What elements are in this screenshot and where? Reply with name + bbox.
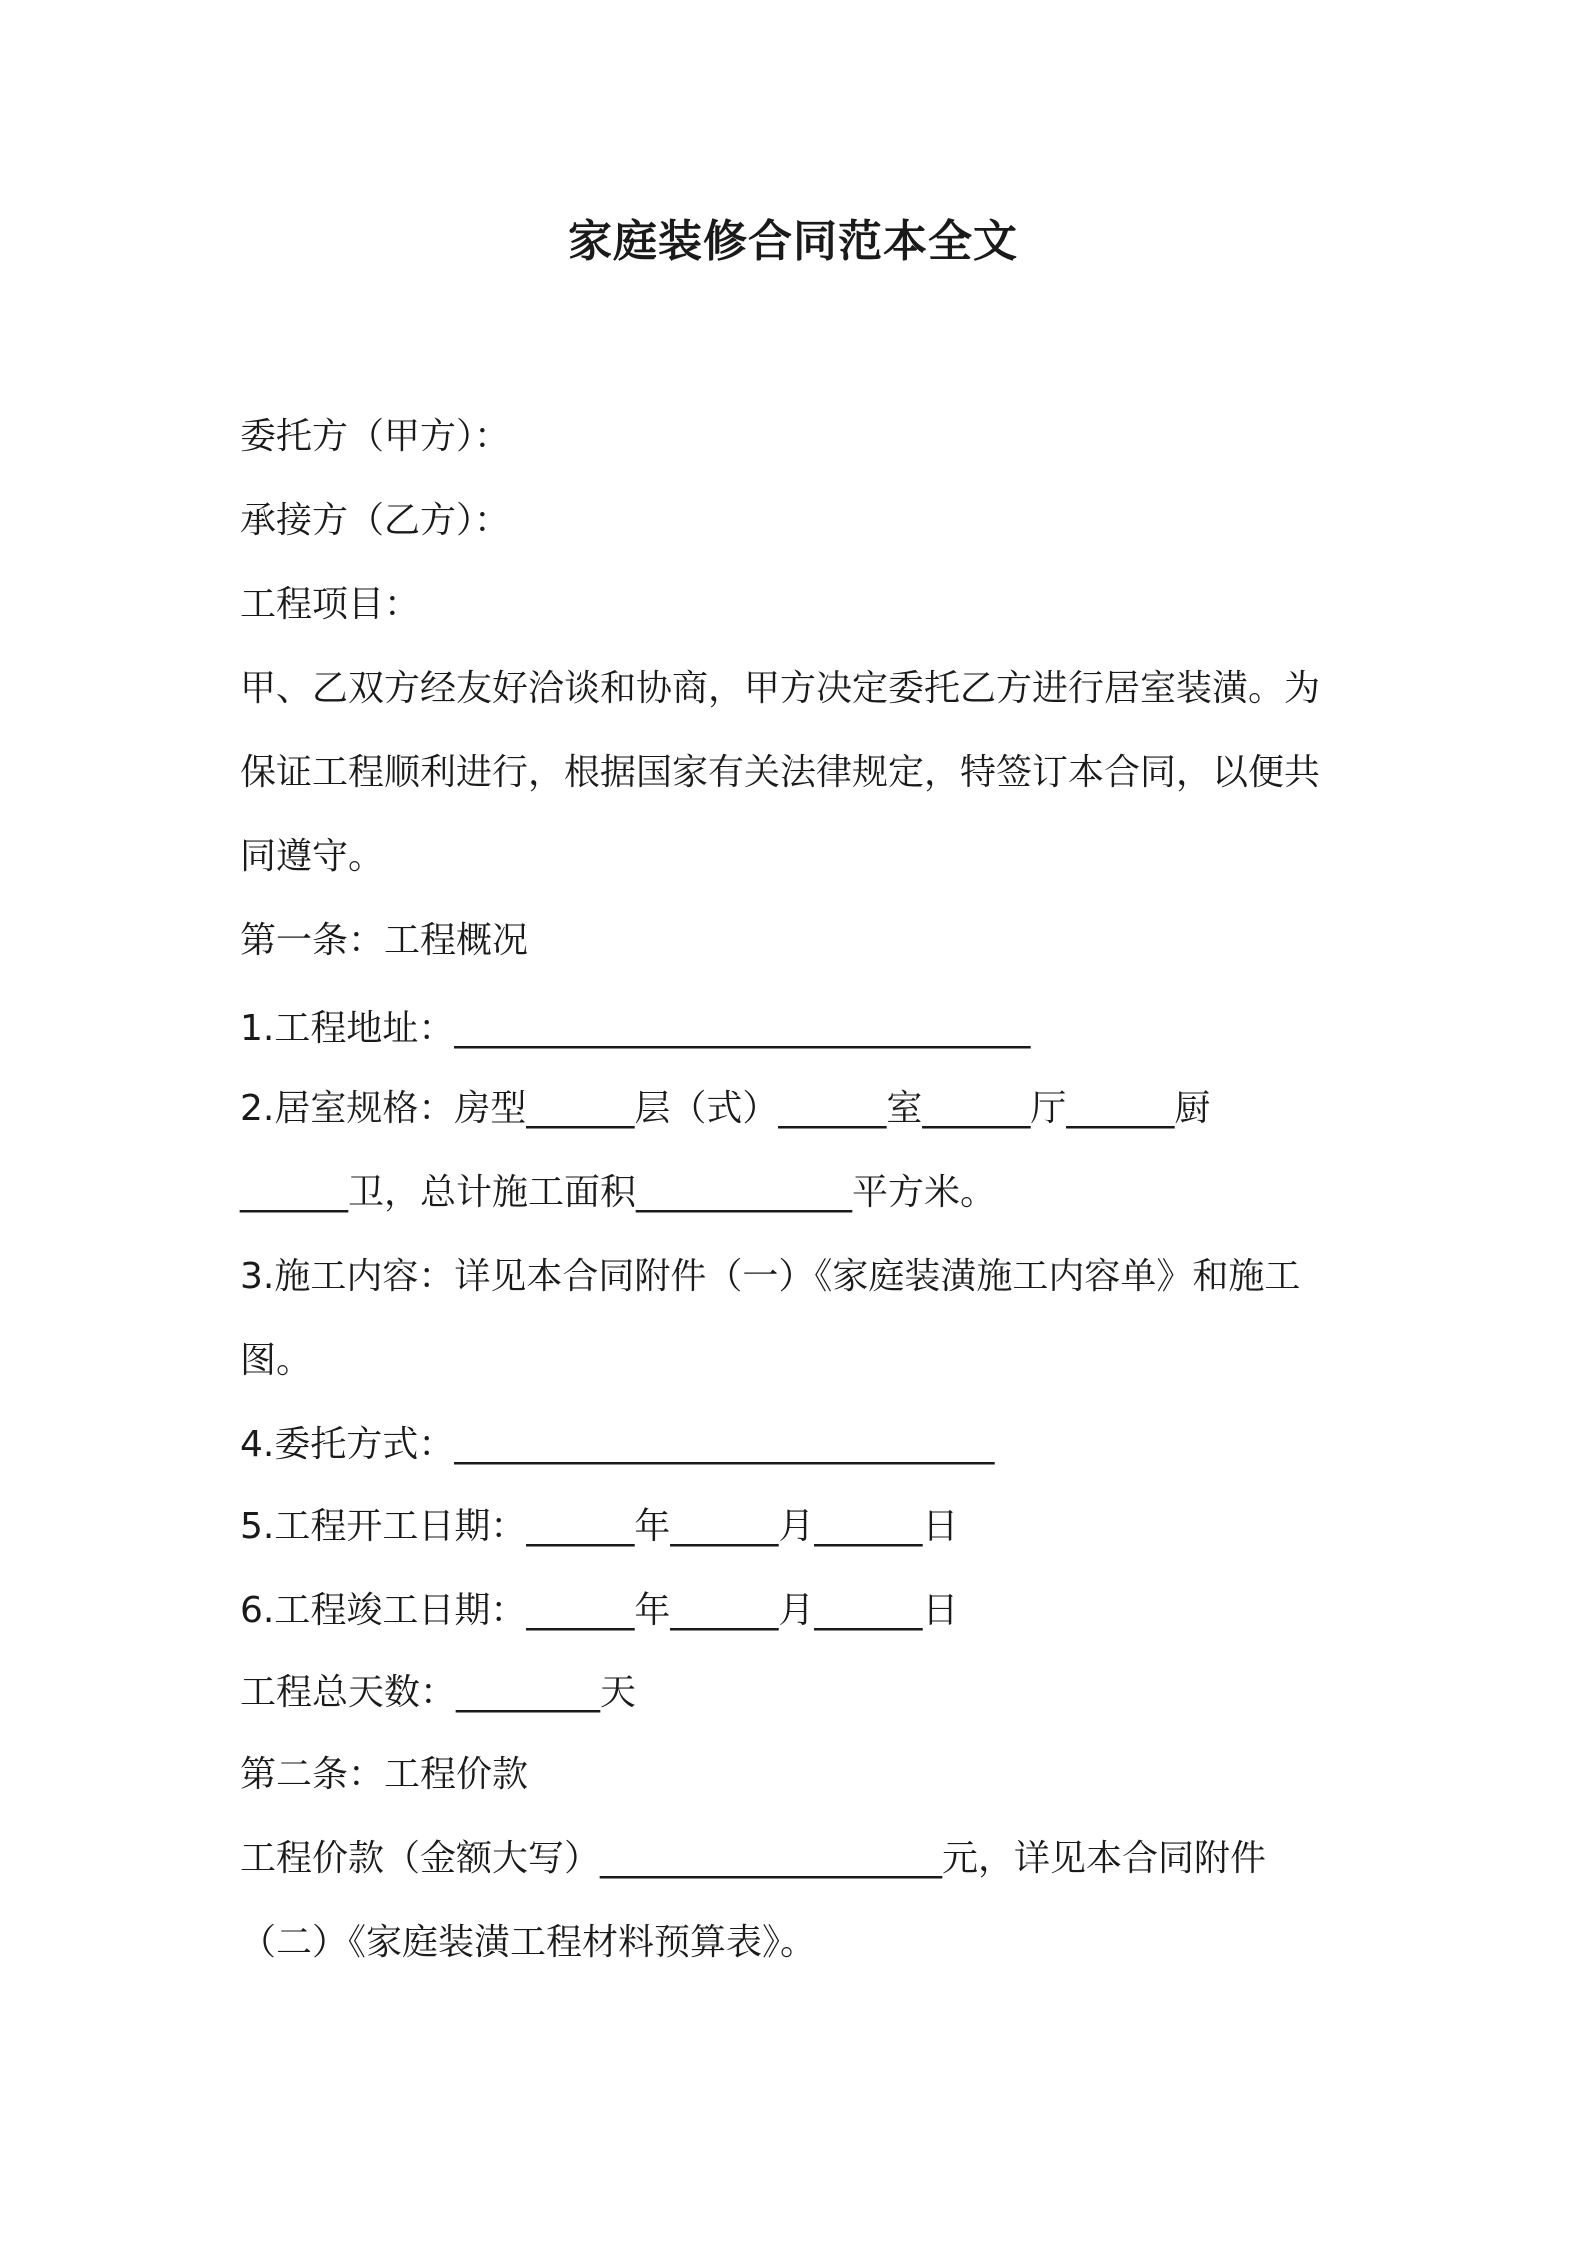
construction-content-line-2: 图。 bbox=[240, 1340, 313, 1381]
article-1-heading: 第一条：工程概况 bbox=[240, 920, 529, 961]
total-days-line: 工程总天数：________天 bbox=[240, 1672, 637, 1713]
room-spec-line-1: 2.居室规格：房型______层（式）______室______厅______厨 bbox=[240, 1088, 1211, 1129]
price-line-1: 工程价款（金额大写）___________________元，详见本合同附件 bbox=[240, 1838, 1267, 1879]
project-address-line: 1.工程地址：________________________________ bbox=[240, 1008, 1031, 1049]
document-title: 家庭装修合同范本全文 bbox=[568, 216, 1018, 267]
party-a-line: 委托方（甲方）： bbox=[240, 416, 511, 457]
preamble-line-2: 保证工程顺利进行，根据国家有关法律规定，特签订本合同，以便共 bbox=[240, 752, 1321, 793]
article-2-heading: 第二条：工程价款 bbox=[240, 1754, 529, 1795]
construction-content-line-1: 3.施工内容：详见本合同附件（一）《家庭装潢施工内容单》和施工 bbox=[240, 1256, 1301, 1297]
room-spec-line-2: ______卫，总计施工面积____________平方米。 bbox=[240, 1172, 997, 1213]
preamble-line-3: 同遵守。 bbox=[240, 836, 385, 877]
preamble-line-1: 甲、乙双方经友好洽谈和协商，甲方决定委托乙方进行居室装潢。为 bbox=[240, 668, 1321, 709]
completion-date-line: 6.工程竣工日期：______年______月______日 bbox=[240, 1590, 959, 1631]
party-b-line: 承接方（乙方）： bbox=[240, 500, 511, 541]
project-line: 工程项目： bbox=[240, 584, 421, 625]
price-line-2: （二）《家庭装潢工程材料预算表》。 bbox=[240, 1922, 817, 1963]
start-date-line: 5.工程开工日期：______年______月______日 bbox=[240, 1506, 959, 1547]
commission-method-line: 4.委托方式：______________________________ bbox=[240, 1424, 995, 1465]
